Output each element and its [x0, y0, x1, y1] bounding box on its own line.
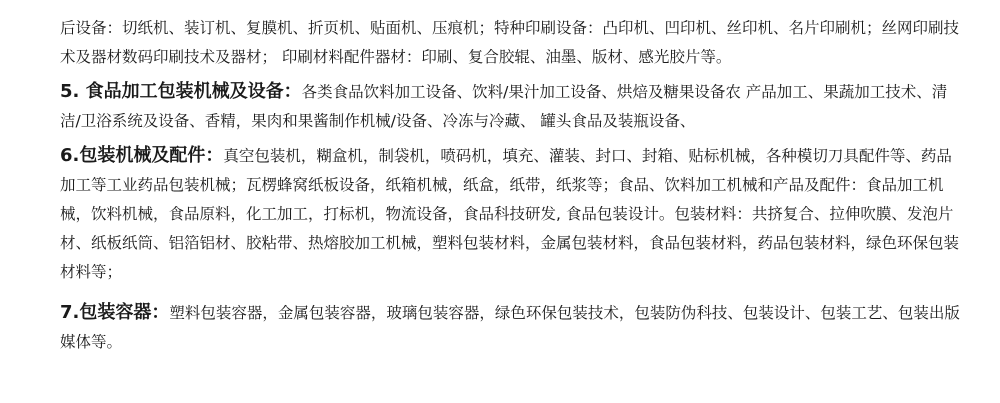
section-6-body: 真空包装机，糊盒机，制袋机，喷码机，填充、灌装、封口、封箱、贴标机械，各种模切刀具配件等、药品加工等工业药品包装机械；瓦楞蜂窝纸板设备，纸箱机械，纸盒，纸带，纸浆等；食品、饮料加工机械和产品及配件：食品加工机械，饮料机械，食品原料，化工加工，打标机，物流设备，食品科技研发, 食品包装设计。包装材料：共挤复合、拉伸吹膜、发泡片材、纸板纸筒、铝箔铝材、胶粘带、热熔胶加工机械，塑料包装材料，金属包装材料，食品包装材料，药品包装材料，绿色环保包装材料等；	[60, 147, 960, 281]
section-6-paragraph	[60, 141, 960, 287]
section-5-paragraph	[60, 77, 960, 136]
intro-text: 后设备：切纸机、装订机、复膜机、折页机、贴面机、压痕机；特种印刷设备：凸印机、凹印机、丝印机、名片印刷机；丝网印刷技术及器材数码印刷技术及器材； 印刷材料配件器材：印刷、复合胶辊、油墨、版材、感光胶片等。	[60, 19, 960, 66]
section-6-heading: 6.包装机械及配件：	[60, 145, 224, 166]
section-5-body: 各类食品饮料加工设备、饮料/果汁加工设备、烘焙及糖果设备农 产品加工、果蔬加工技术、清洁/卫浴系统及设备、香精，果肉和果酱制作机械/设备、冷冻与冷藏、 罐头食品及装瓶设备、	[60, 83, 948, 130]
intro-paragraph	[60, 14, 960, 72]
document-body	[60, 14, 960, 357]
section-7-body: 塑料包装容器，金属包装容器，玻璃包装容器，绿色环保包装技术，包装防伪科技、包装设计、包装工艺、包装出版媒体等。	[60, 304, 960, 351]
section-5-heading: 5. 食品加工包装机械及设备：	[60, 81, 302, 102]
section-7-paragraph	[60, 298, 960, 357]
section-7-heading: 7.包装容器：	[60, 302, 170, 323]
